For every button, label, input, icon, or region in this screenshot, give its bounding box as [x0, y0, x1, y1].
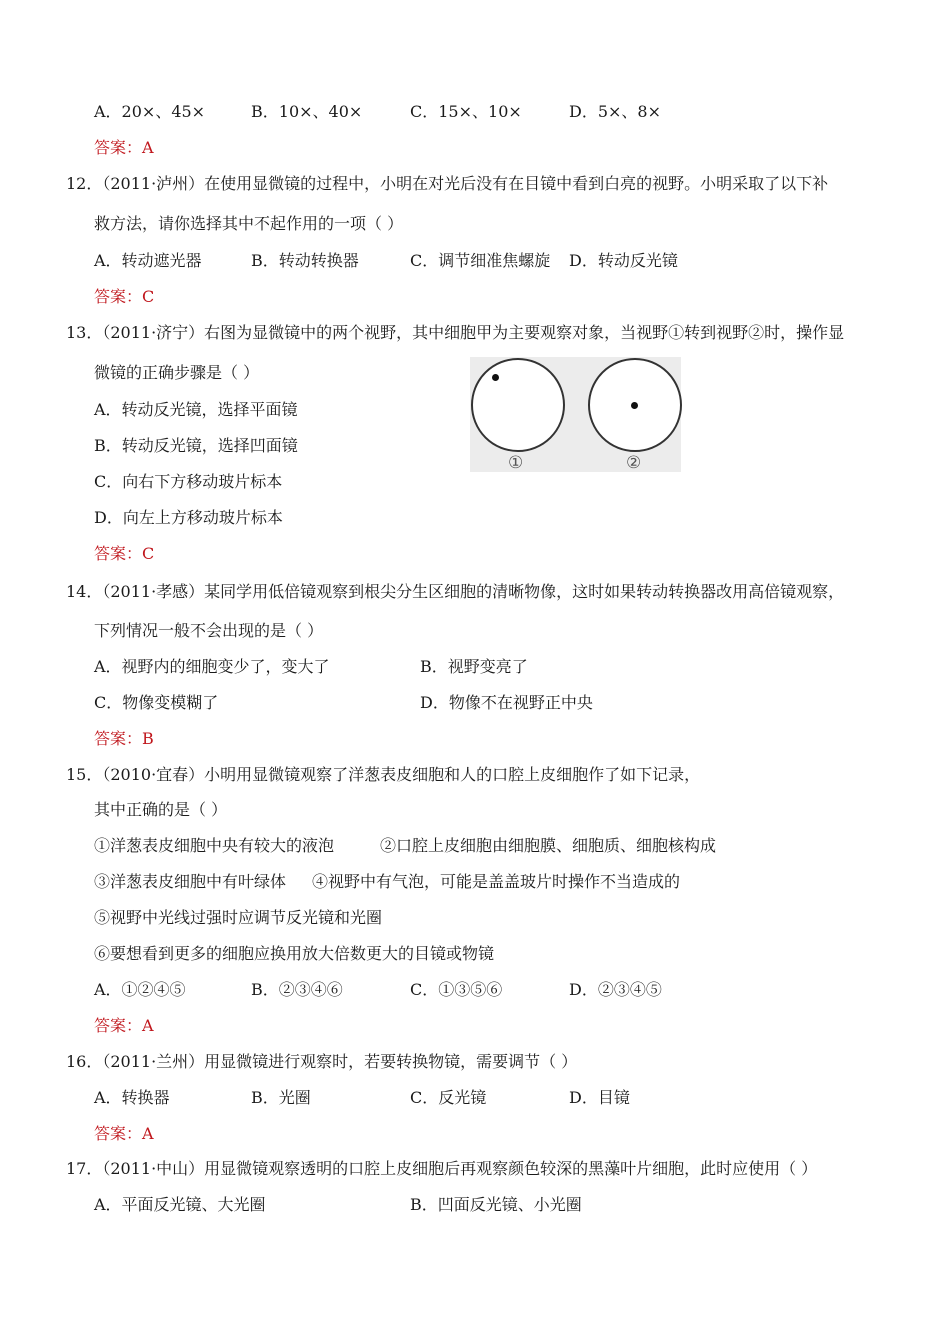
q15-statement-3: ③洋葱表皮细胞中有叶绿体	[94, 872, 287, 891]
q15-option-b: B．②③④⑥	[251, 980, 343, 999]
q15-statement-6: ⑥要想看到更多的细胞应换用放大倍数更大的目镜或物镜	[94, 944, 495, 963]
q13-option-b: B．转动反光镜，选择凹面镜	[94, 436, 298, 455]
q12-option-d: D．转动反光镜	[569, 251, 678, 270]
q13-option-a: A．转动反光镜，选择平面镜	[94, 400, 298, 419]
field-of-view-1	[471, 358, 565, 452]
q15-statement-5: ⑤视野中光线过强时应调节反光镜和光圈	[94, 908, 383, 927]
q16-stem-line1: 16．（2011·兰州）用显微镜进行观察时，若要转换物镜，需要调节（ ）	[66, 1052, 578, 1071]
q16-answer: 答案：A	[94, 1124, 154, 1143]
q15-statement-1: ①洋葱表皮细胞中央有较大的液泡	[94, 836, 335, 855]
q13-answer: 答案：C	[94, 544, 155, 563]
q16-option-a: A．转换器	[94, 1088, 170, 1107]
field-label-1: ①	[508, 453, 524, 473]
q15-statement-4: ④视野中有气泡，可能是盖盖玻片时操作不当造成的	[312, 872, 681, 891]
q14-option-c: C．物像变模糊了	[94, 693, 219, 712]
field-label-2: ②	[626, 453, 642, 473]
q16-option-c: C．反光镜	[410, 1088, 487, 1107]
q15-option-d: D．②③④⑤	[569, 980, 662, 999]
q14-option-a: A．视野内的细胞变少了，变大了	[94, 657, 330, 676]
cell-dot-2	[631, 402, 638, 409]
q11-option-c: C．15×、10×	[410, 102, 522, 121]
q16-option-b: B．光圈	[251, 1088, 311, 1107]
microscope-fields-figure	[470, 357, 681, 472]
q13-option-d: D．向左上方移动玻片标本	[94, 508, 283, 527]
cell-dot-1	[492, 374, 499, 381]
q11-option-d: D．5×、8×	[569, 102, 662, 121]
q15-statement-2: ②口腔上皮细胞由细胞膜、细胞质、细胞核构成	[380, 836, 717, 855]
q15-option-c: C．①③⑤⑥	[410, 980, 503, 999]
q14-stem-line2: 下列情况一般不会出现的是（ ）	[94, 621, 324, 640]
q14-answer: 答案：B	[94, 729, 154, 748]
q12-stem-line1: 12．（2011·泸州）在使用显微镜的过程中，小明在对光后没有在目镜中看到白亮的视野。小明采取了以下补	[66, 174, 829, 193]
q11-option-b: B．10×、40×	[251, 102, 363, 121]
q15-stem-line2: 其中正确的是（ ）	[94, 800, 228, 819]
q17-option-b: B．凹面反光镜、小光圈	[410, 1195, 582, 1214]
q12-answer: 答案：C	[94, 287, 155, 306]
q14-stem-line1: 14．（2011·孝感）某同学用低倍镜观察到根尖分生区细胞的清晰物像，这时如果转动转换器改用高倍镜观察，	[66, 582, 845, 601]
q12-option-a: A．转动遮光器	[94, 251, 202, 270]
q11-answer: 答案：A	[94, 138, 154, 157]
q13-stem-line1: 13．（2011·济宁）右图为显微镜中的两个视野，其中细胞甲为主要观察对象，当视野①转到视野②时，操作显	[66, 323, 845, 342]
q11-option-a: A．20×、45×	[94, 102, 206, 121]
q12-option-b: B．转动转换器	[251, 251, 359, 270]
q13-option-c: C．向右下方移动玻片标本	[94, 472, 283, 491]
q13-stem-line2: 微镜的正确步骤是（ ）	[94, 363, 260, 382]
q15-stem-line1: 15．（2010·宜春）小明用显微镜观察了洋葱表皮细胞和人的口腔上皮细胞作了如下记录，	[66, 765, 701, 784]
q15-option-a: A．①②④⑤	[94, 980, 186, 999]
q17-stem-line1: 17．（2011·中山）用显微镜观察透明的口腔上皮细胞后再观察颜色较深的黑藻叶片细胞，此时应使用（ ）	[66, 1159, 818, 1178]
q17-option-a: A．平面反光镜、大光圈	[94, 1195, 266, 1214]
field-of-view-2	[588, 358, 682, 452]
q15-answer: 答案：A	[94, 1016, 154, 1035]
q16-option-d: D．目镜	[569, 1088, 630, 1107]
q14-option-b: B．视野变亮了	[420, 657, 528, 676]
q12-option-c: C．调节细准焦螺旋	[410, 251, 551, 270]
q12-stem-line2: 救方法，请你选择其中不起作用的一项（ ）	[94, 214, 404, 233]
q14-option-d: D．物像不在视野正中央	[420, 693, 593, 712]
